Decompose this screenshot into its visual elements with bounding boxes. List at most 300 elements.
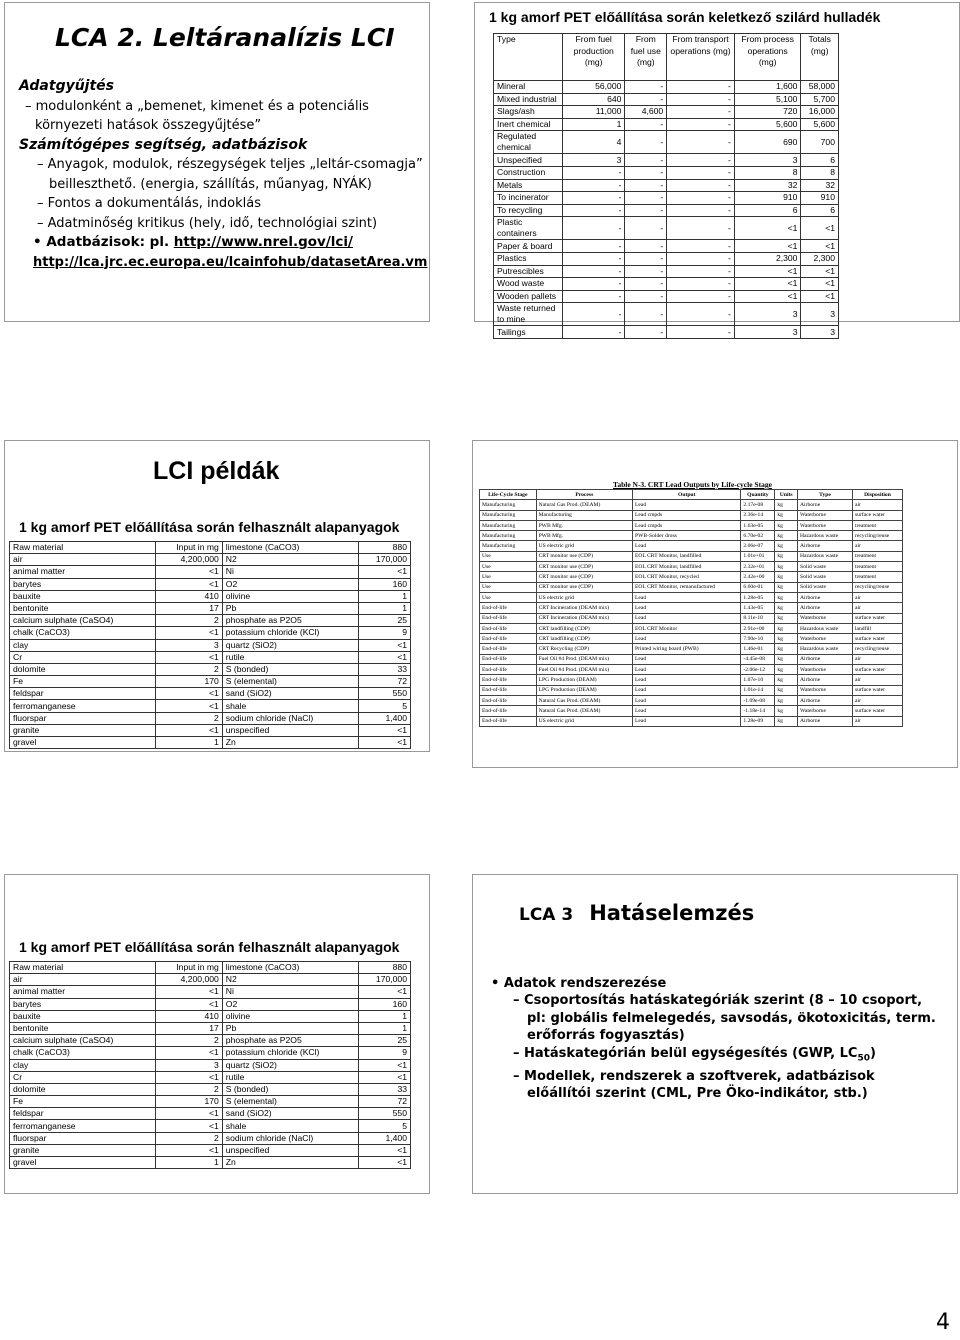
- raw-cell: animal matter: [10, 566, 156, 578]
- crt-cell: CRT landfilling (CDP): [536, 623, 632, 633]
- raw-cell: 9: [359, 627, 411, 639]
- crt-row: [480, 592, 903, 602]
- raw-cell: calcium sulphate (CaSO4): [10, 615, 156, 627]
- raw-cell: phosphate as P2O5: [222, 1035, 359, 1047]
- egysegesites-close: ): [870, 1045, 876, 1061]
- raw-cell: S (bonded): [222, 1083, 359, 1095]
- waste-cell: -: [563, 290, 625, 303]
- raw-cell: 72: [359, 676, 411, 688]
- raw-cell: Ni: [222, 986, 359, 998]
- crt-header-cell: Quantity: [741, 490, 775, 500]
- crt-cell: EOL CRT Monitor, recycled: [633, 572, 741, 582]
- waste-row: [494, 179, 839, 192]
- raw-cell: <1: [155, 688, 222, 700]
- crt-cell: End-of-life: [480, 675, 537, 685]
- raw-cell: 1,400: [359, 712, 411, 724]
- waste-header-cell: From fuel production (mg): [563, 34, 625, 81]
- crt-cell: treatment: [852, 520, 902, 530]
- raw-row: [10, 688, 411, 700]
- raw-cell: <1: [155, 724, 222, 736]
- waste-cell: Slags/ash: [494, 106, 563, 119]
- raw-cell: 1: [155, 1157, 222, 1169]
- crt-row: [480, 695, 903, 705]
- raw-cell: 2: [155, 615, 222, 627]
- raw-cell: ferromanganese: [10, 1120, 156, 1132]
- lci-title: LCI példák: [153, 457, 280, 485]
- raw-cell: potassium chloride (KCl): [222, 1047, 359, 1059]
- raw-header-material: Raw material: [10, 542, 156, 554]
- crt-cell: air: [852, 654, 902, 664]
- raw-header-material: Raw material: [10, 962, 156, 974]
- raw-cell: unspecified: [222, 1144, 359, 1156]
- raw-cell: <1: [359, 651, 411, 663]
- crt-cell: 2.32e+01: [741, 562, 775, 572]
- waste-cell: <1: [801, 217, 839, 240]
- waste-cell: -: [625, 93, 667, 106]
- waste-cell: 58,000: [801, 81, 839, 94]
- crt-cell: PWB Mfg.: [536, 520, 632, 530]
- raw-cell: 2: [155, 1083, 222, 1095]
- crt-cell: Natural Gas Prod. (DEAM): [536, 706, 632, 716]
- crt-cell: Natural Gas Prod. (DEAM): [536, 695, 632, 705]
- jrc-link[interactable]: http://lca.jrc.ec.europa.eu/lcainfohub/datasetArea.vm: [33, 254, 428, 270]
- waste-cell: 910: [801, 192, 839, 205]
- crt-cell: -4.45e-08: [741, 654, 775, 664]
- raw-row: [10, 1047, 411, 1059]
- raw-cell: 33: [359, 663, 411, 675]
- crt-cell: EOL CRT Monitor, landfilled: [633, 562, 741, 572]
- bullet-modellek: – Modellek, rendszerek a szoftverek, adatbázisok előállítói szerint (CML, Pre Öko-indikátor, stb.): [513, 1068, 875, 1102]
- crt-cell: treatment: [852, 562, 902, 572]
- waste-header-cell: From transport operations (mg): [667, 34, 735, 81]
- raw-cell: <1: [359, 1157, 411, 1169]
- crt-cell: 1.28e-05: [741, 592, 775, 602]
- crt-header-row: [480, 490, 903, 500]
- crt-cell: recycling/reuse: [852, 582, 902, 592]
- raw-cell: 2: [155, 712, 222, 724]
- raw-row: [10, 1096, 411, 1108]
- crt-cell: kg: [775, 572, 798, 582]
- crt-header-cell: Life-Cycle Stage: [480, 490, 537, 500]
- waste-cell: -: [625, 131, 667, 154]
- waste-cell: <1: [734, 265, 801, 278]
- raw-row: [10, 1120, 411, 1132]
- waste-row: [494, 166, 839, 179]
- crt-cell: recycling/reuse: [852, 644, 902, 654]
- waste-cell: <1: [801, 290, 839, 303]
- waste-cell: 700: [801, 131, 839, 154]
- crt-cell: kg: [775, 531, 798, 541]
- raw-header-input: Input in mg: [155, 962, 222, 974]
- raw-cell: 3: [155, 1059, 222, 1071]
- raw-row: [10, 1022, 411, 1034]
- raw-cell: <1: [155, 566, 222, 578]
- raw-cell: 5: [359, 1120, 411, 1132]
- crt-cell: Airborne: [798, 541, 853, 551]
- crt-cell: 1.01e+01: [741, 551, 775, 561]
- crt-cell: Manufacturing: [480, 510, 537, 520]
- raw-cell: animal matter: [10, 986, 156, 998]
- raw-cell: O2: [222, 998, 359, 1010]
- waste-cell: -: [667, 131, 735, 154]
- crt-cell: End-of-life: [480, 706, 537, 716]
- raw-cell: S (bonded): [222, 663, 359, 675]
- waste-cell: -: [563, 326, 625, 339]
- crt-cell: treatment: [852, 572, 902, 582]
- raw-cell: bentonite: [10, 1022, 156, 1034]
- raw-cell: 17: [155, 602, 222, 614]
- raw-cell: S (elemental): [222, 676, 359, 688]
- waste-cell: <1: [734, 278, 801, 291]
- crt-cell: 2.17e-08: [741, 500, 775, 510]
- raw-cell: air: [10, 554, 156, 566]
- raw-row: [10, 1035, 411, 1047]
- waste-row: [494, 217, 839, 240]
- crt-cell: surface water: [852, 706, 902, 716]
- crt-cell: CRT landfilling (CDP): [536, 634, 632, 644]
- waste-cell: -: [625, 118, 667, 131]
- crt-cell: air: [852, 541, 902, 551]
- raw-cell: <1: [155, 1108, 222, 1120]
- adatbazisok-label: Adatbázisok: [46, 234, 140, 250]
- raw-cell: feldspar: [10, 688, 156, 700]
- raw-table-title-2: 1 kg amorf PET előállítása során felhasznált alapanyagok: [19, 939, 400, 955]
- waste-cell: -: [563, 240, 625, 253]
- waste-cell: 2,300: [734, 252, 801, 265]
- crt-cell: Lead: [633, 654, 741, 664]
- waste-table-title: 1 kg amorf PET előállítása során keletkező szilárd hulladék: [489, 9, 881, 25]
- slide-title: [519, 901, 754, 925]
- raw-cell: dolomite: [10, 663, 156, 675]
- adatbazisok-rest: : pl.: [139, 234, 174, 250]
- crt-cell: Manufacturing: [480, 541, 537, 551]
- page-number: 4: [936, 1310, 950, 1335]
- crt-cell: Waterborne: [798, 520, 853, 530]
- crt-cell: Lead: [633, 592, 741, 602]
- raw-row: [10, 578, 411, 590]
- raw-cell: Pb: [222, 602, 359, 614]
- waste-cell: -: [625, 240, 667, 253]
- raw-cell: N2: [222, 974, 359, 986]
- waste-header-cell: From process operations (mg): [734, 34, 801, 81]
- raw-cell: O2: [222, 578, 359, 590]
- raw-cell: quartz (SiO2): [222, 639, 359, 651]
- waste-cell: -: [563, 303, 625, 326]
- waste-cell: -: [667, 278, 735, 291]
- waste-cell: -: [667, 252, 735, 265]
- raw-cell: Zn: [222, 737, 359, 749]
- raw-cell: olivine: [222, 590, 359, 602]
- waste-row: [494, 93, 839, 106]
- raw-cell: <1: [359, 724, 411, 736]
- raw-material-table: [9, 541, 411, 749]
- raw-cell: calcium sulphate (CaSO4): [10, 1035, 156, 1047]
- waste-cell: 6: [801, 204, 839, 217]
- raw-cell: shale: [222, 700, 359, 712]
- waste-cell: 56,000: [563, 81, 625, 94]
- crt-cell: Lead: [633, 695, 741, 705]
- raw-cell: quartz (SiO2): [222, 1059, 359, 1071]
- heading-adatgyujtes: Adatgyűjtés: [19, 78, 114, 94]
- waste-cell: Putrescibles: [494, 265, 563, 278]
- crt-cell: surface water: [852, 613, 902, 623]
- raw-material-table-2: [9, 961, 411, 1169]
- crt-cell: CRT monitor use (CDP): [536, 582, 632, 592]
- raw-cell: 5: [359, 700, 411, 712]
- waste-cell: 1,600: [734, 81, 801, 94]
- crt-cell: kg: [775, 603, 798, 613]
- waste-cell: Regulated chemical: [494, 131, 563, 154]
- waste-row: [494, 265, 839, 278]
- crt-row: [480, 551, 903, 561]
- waste-cell: 3: [563, 154, 625, 167]
- crt-cell: Waterborne: [798, 706, 853, 716]
- waste-cell: 5,600: [801, 118, 839, 131]
- waste-cell: 6: [734, 204, 801, 217]
- waste-cell: -: [667, 81, 735, 94]
- raw-cell: bauxite: [10, 1010, 156, 1022]
- waste-row: [494, 278, 839, 291]
- crt-cell: -1.18e-14: [741, 706, 775, 716]
- crt-cell: kg: [775, 665, 798, 675]
- raw-row: [10, 554, 411, 566]
- waste-cell: -: [563, 265, 625, 278]
- waste-cell: 5,100: [734, 93, 801, 106]
- raw-cell: <1: [359, 737, 411, 749]
- crt-cell: Waterborne: [798, 665, 853, 675]
- crt-header-cell: Process: [536, 490, 632, 500]
- raw-cell: Ni: [222, 566, 359, 578]
- crt-cell: kg: [775, 706, 798, 716]
- slide-body: [491, 975, 941, 1102]
- raw-cell: fluorspar: [10, 1132, 156, 1144]
- raw-cell: 1: [359, 1022, 411, 1034]
- raw-cell: 1: [359, 602, 411, 614]
- waste-cell: -: [625, 179, 667, 192]
- crt-cell: air: [852, 603, 902, 613]
- crt-cell: Solid waste: [798, 562, 853, 572]
- waste-row: [494, 154, 839, 167]
- waste-cell: -: [563, 252, 625, 265]
- raw-row: [10, 700, 411, 712]
- crt-cell: CRT monitor use (CDP): [536, 551, 632, 561]
- waste-cell: -: [625, 166, 667, 179]
- crt-row: [480, 562, 903, 572]
- raw-header-row: [10, 962, 411, 974]
- raw-cell: 25: [359, 1035, 411, 1047]
- waste-cell: -: [563, 217, 625, 240]
- waste-cell: 690: [734, 131, 801, 154]
- raw-cell: 2: [155, 663, 222, 675]
- raw-row: [10, 639, 411, 651]
- crt-cell: Use: [480, 582, 537, 592]
- crt-cell: kg: [775, 613, 798, 623]
- raw-cell: dolomite: [10, 1083, 156, 1095]
- raw-cell: <1: [155, 1071, 222, 1083]
- crt-cell: Manufacturing: [480, 500, 537, 510]
- crt-table: [479, 489, 903, 727]
- crt-cell: kg: [775, 685, 798, 695]
- waste-cell: 16,000: [801, 106, 839, 119]
- crt-cell: EOL CRT Monitor, remanufactured: [633, 582, 741, 592]
- bullet-csoportositas: – Csoportosítás hatáskategóriák szerint (8 – 10 csoport, pl: globális felmelegedés, savsodás, ökotoxicitás, term. erőforrás fogyasztás): [513, 993, 936, 1044]
- crt-cell: Airborne: [798, 695, 853, 705]
- crt-cell: 2.36e-14: [741, 510, 775, 520]
- bullet-anyagok: – Anyagok, modulok, részegységek teljes „leltár-csomagja” beilleszthető. (energia, szállítás, műanyag, NYÁK): [37, 157, 423, 192]
- raw-row: [10, 1144, 411, 1156]
- raw-cell: 33: [359, 1083, 411, 1095]
- waste-table: [493, 33, 839, 339]
- raw-cell: <1: [359, 1144, 411, 1156]
- crt-row: [480, 500, 903, 510]
- crt-cell: Hazardous waste: [798, 644, 853, 654]
- raw-row: [10, 712, 411, 724]
- raw-cell: clay: [10, 1059, 156, 1071]
- waste-header-cell: Type: [494, 34, 563, 81]
- raw-cell: rutile: [222, 1071, 359, 1083]
- raw-cell: chalk (CaCO3): [10, 1047, 156, 1059]
- crt-cell: Hazardous waste: [798, 531, 853, 541]
- crt-cell: End-of-life: [480, 695, 537, 705]
- waste-cell: -: [667, 290, 735, 303]
- raw-cell: barytes: [10, 998, 156, 1010]
- bullet-fontos: – Fontos a dokumentálás, indoklás: [37, 196, 261, 211]
- waste-row: [494, 303, 839, 326]
- bullet-adatbazisok: • Adatbázisok: pl. http://www.nrel.gov/lci/: [33, 234, 353, 250]
- raw-cell: 160: [359, 998, 411, 1010]
- waste-cell: -: [625, 81, 667, 94]
- raw-cell: 25: [359, 615, 411, 627]
- crt-row: [480, 665, 903, 675]
- crt-row: [480, 531, 903, 541]
- waste-row: [494, 252, 839, 265]
- waste-cell: Inert chemical: [494, 118, 563, 131]
- raw-cell: 550: [359, 688, 411, 700]
- raw-cell: 1: [155, 737, 222, 749]
- waste-cell: -: [667, 240, 735, 253]
- crt-cell: 2.06e-07: [741, 541, 775, 551]
- crt-cell: End-of-life: [480, 665, 537, 675]
- waste-cell: -: [625, 204, 667, 217]
- crt-cell: Lead: [633, 665, 741, 675]
- crt-cell: Airborne: [798, 603, 853, 613]
- crt-row: [480, 510, 903, 520]
- crt-cell: 1.28e-09: [741, 716, 775, 726]
- waste-cell: Mineral: [494, 81, 563, 94]
- crt-cell: surface water: [852, 634, 902, 644]
- crt-cell: Lead: [633, 634, 741, 644]
- raw-row: [10, 651, 411, 663]
- waste-cell: -: [563, 204, 625, 217]
- crt-cell: Printed wiring board (PWB): [633, 644, 741, 654]
- crt-cell: kg: [775, 675, 798, 685]
- raw-cell: 170,000: [359, 974, 411, 986]
- crt-cell: CRT monitor use (CDP): [536, 562, 632, 572]
- raw-cell: fluorspar: [10, 712, 156, 724]
- waste-cell: -: [667, 326, 735, 339]
- raw-cell: gravel: [10, 737, 156, 749]
- raw-cell: 170,000: [359, 554, 411, 566]
- waste-cell: -: [667, 93, 735, 106]
- crt-cell: surface water: [852, 510, 902, 520]
- crt-cell: Manufacturing: [536, 510, 632, 520]
- waste-cell: -: [625, 278, 667, 291]
- crt-cell: air: [852, 695, 902, 705]
- bullet-egysegesites: [491, 1045, 941, 1068]
- raw-row: [10, 615, 411, 627]
- crt-cell: air: [852, 500, 902, 510]
- raw-row: [10, 1071, 411, 1083]
- raw-cell: 170: [155, 1096, 222, 1108]
- raw-cell: 4,200,000: [155, 974, 222, 986]
- crt-row: [480, 613, 903, 623]
- egysegesites-text: – Hatáskategórián belül egységesítés (GWP, LC: [513, 1045, 858, 1061]
- waste-cell: To recycling: [494, 204, 563, 217]
- waste-cell: 32: [801, 179, 839, 192]
- raw-cell: <1: [155, 1120, 222, 1132]
- bullet-modulonkent: – modulonként a „bemenet, kimenet és a potenciális környezeti hatások összegyűjtése”: [25, 98, 369, 133]
- raw-cell: 1: [359, 1010, 411, 1022]
- crt-cell: PWB-Solder dross: [633, 531, 741, 541]
- raw-cell: <1: [155, 1144, 222, 1156]
- waste-cell: 2,300: [801, 252, 839, 265]
- crt-row: [480, 520, 903, 530]
- crt-cell: Fuel Oil #4 Prod. (DEAM mix): [536, 665, 632, 675]
- raw-cell: 2: [155, 1132, 222, 1144]
- crt-cell: Use: [480, 551, 537, 561]
- raw-cell: 160: [359, 578, 411, 590]
- waste-cell: Construction: [494, 166, 563, 179]
- waste-cell: 32: [734, 179, 801, 192]
- waste-cell: -: [667, 166, 735, 179]
- crt-cell: 1.63e-05: [741, 520, 775, 530]
- waste-cell: -: [625, 217, 667, 240]
- crt-cell: End-of-life: [480, 644, 537, 654]
- raw-row: [10, 627, 411, 639]
- waste-row: [494, 131, 839, 154]
- waste-row: [494, 192, 839, 205]
- slide-lca3: [472, 874, 958, 1194]
- raw-cell: Fe: [10, 676, 156, 688]
- crt-header-cell: Units: [775, 490, 798, 500]
- raw-cell: barytes: [10, 578, 156, 590]
- raw-cell: 4,200,000: [155, 554, 222, 566]
- raw-cell: 17: [155, 1022, 222, 1034]
- waste-cell: -: [667, 303, 735, 326]
- crt-row: [480, 706, 903, 716]
- crt-cell: Lead cmpds: [633, 520, 741, 530]
- crt-row: [480, 541, 903, 551]
- raw-cell: bauxite: [10, 590, 156, 602]
- raw-row: [10, 1132, 411, 1144]
- raw-cell: 3: [155, 639, 222, 651]
- crt-cell: Lead: [633, 603, 741, 613]
- raw-cell: air: [10, 974, 156, 986]
- crt-cell: 6.70e-02: [741, 531, 775, 541]
- raw-cell: <1: [155, 998, 222, 1010]
- waste-row: [494, 81, 839, 94]
- waste-cell: <1: [801, 240, 839, 253]
- nrel-link[interactable]: http://www.nrel.gov/lci/: [173, 234, 353, 250]
- raw-cell: <1: [359, 986, 411, 998]
- waste-cell: 1: [563, 118, 625, 131]
- crt-cell: -1.09e-08: [741, 695, 775, 705]
- waste-cell: 6: [801, 154, 839, 167]
- waste-cell: Tailings: [494, 326, 563, 339]
- crt-cell: Hazardous waste: [798, 623, 853, 633]
- lca-label: LCA 3: [519, 905, 574, 925]
- crt-cell: Waterborne: [798, 510, 853, 520]
